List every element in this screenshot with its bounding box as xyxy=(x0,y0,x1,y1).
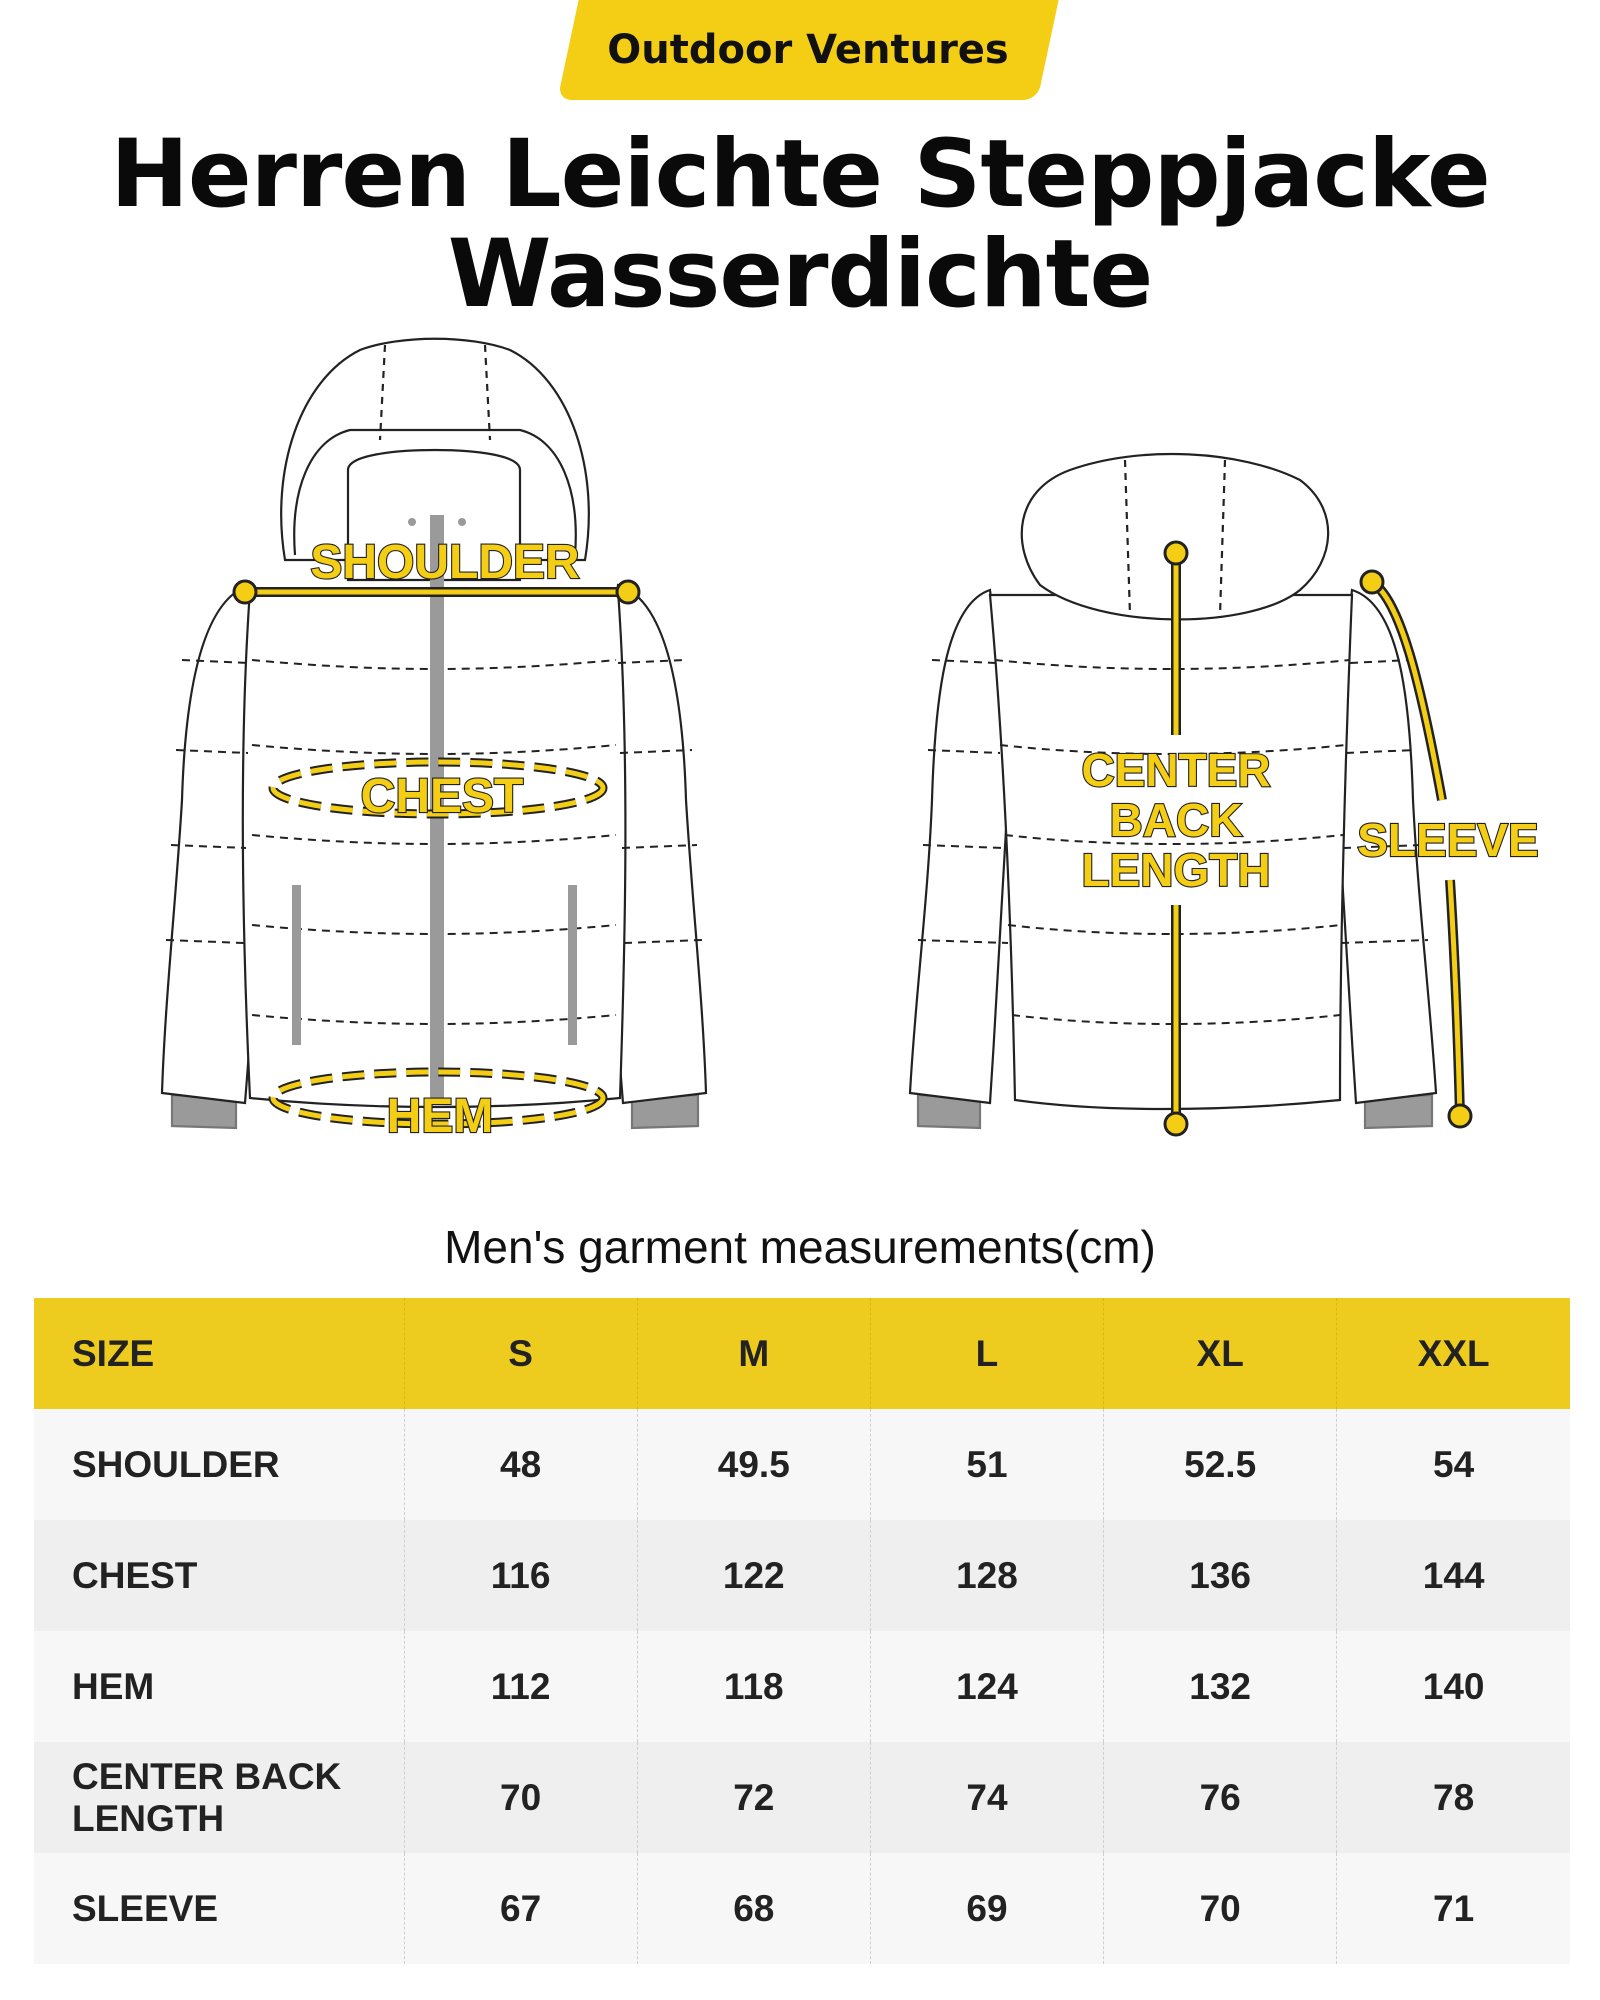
table-cell: 48 xyxy=(404,1409,637,1520)
page-title-line-2: Wasserdichte xyxy=(447,220,1153,329)
row-label-line-1: CENTER BACK xyxy=(72,1755,342,1797)
chest-label: CHEST xyxy=(360,770,524,823)
table-cell: 71 xyxy=(1337,1853,1570,1964)
table-cell: 122 xyxy=(637,1520,870,1631)
row-label-line-2: LENGTH xyxy=(72,1797,225,1839)
table-cell: 51 xyxy=(870,1409,1103,1520)
center-back-length-label-3: LENGTH xyxy=(1081,844,1271,896)
center-back-length-label-1: CENTER xyxy=(1081,744,1271,796)
size-chart-table xyxy=(34,1298,1570,1964)
table-cell: 52.5 xyxy=(1104,1409,1337,1520)
front-jacket xyxy=(162,339,706,1128)
table-row-sleeve xyxy=(34,1853,1570,1964)
table-header-row xyxy=(34,1298,1570,1409)
header-size: SIZE xyxy=(72,1332,155,1374)
table-cell: 124 xyxy=(870,1631,1103,1742)
table-caption: Men's garment measurements(cm) xyxy=(444,1221,1156,1273)
table-row-shoulder xyxy=(34,1409,1570,1520)
sleeve-label: SLEEVE xyxy=(1357,814,1539,866)
table-cell: 140 xyxy=(1337,1631,1570,1742)
row-label xyxy=(34,1742,404,1853)
table-cell: 76 xyxy=(1104,1742,1337,1853)
header-xxl: XXL xyxy=(1337,1298,1570,1409)
table-cell: 70 xyxy=(404,1742,637,1853)
header-s: S xyxy=(404,1298,637,1409)
table-cell: 78 xyxy=(1337,1742,1570,1853)
table-cell: 69 xyxy=(870,1853,1103,1964)
header-m: M xyxy=(637,1298,870,1409)
table-cell: 118 xyxy=(637,1631,870,1742)
table-cell: 112 xyxy=(404,1631,637,1742)
header-xl: XL xyxy=(1104,1298,1337,1409)
jacket-illustration xyxy=(0,330,1600,1160)
brand-name: Outdoor Ventures xyxy=(607,27,1009,73)
shoulder-label: SHOULDER xyxy=(310,536,580,589)
table-cell: 136 xyxy=(1104,1520,1337,1631)
table-cell: 128 xyxy=(870,1520,1103,1631)
row-label: SHOULDER xyxy=(72,1443,280,1485)
table-row-chest xyxy=(34,1520,1570,1631)
table-row-hem xyxy=(34,1631,1570,1742)
table-cell: 49.5 xyxy=(637,1409,870,1520)
table-cell: 116 xyxy=(404,1520,637,1631)
hem-label: HEM xyxy=(386,1090,494,1143)
table-row-center-back-length xyxy=(34,1742,1570,1853)
table-cell: 68 xyxy=(637,1853,870,1964)
table-cell: 54 xyxy=(1337,1409,1570,1520)
row-label: HEM xyxy=(72,1665,155,1707)
page-title-line-1: Herren Leichte Steppjacke xyxy=(110,120,1490,229)
table-cell: 74 xyxy=(870,1742,1103,1853)
table-cell: 72 xyxy=(637,1742,870,1853)
table-cell: 67 xyxy=(404,1853,637,1964)
table-cell: 132 xyxy=(1104,1631,1337,1742)
header-l: L xyxy=(870,1298,1103,1409)
center-back-length-label-2: BACK xyxy=(1109,794,1243,846)
row-label: SLEEVE xyxy=(72,1887,218,1929)
table-cell: 70 xyxy=(1104,1853,1337,1964)
page-title xyxy=(0,120,1600,329)
row-label: CHEST xyxy=(72,1554,198,1596)
table-cell: 144 xyxy=(1337,1520,1570,1631)
